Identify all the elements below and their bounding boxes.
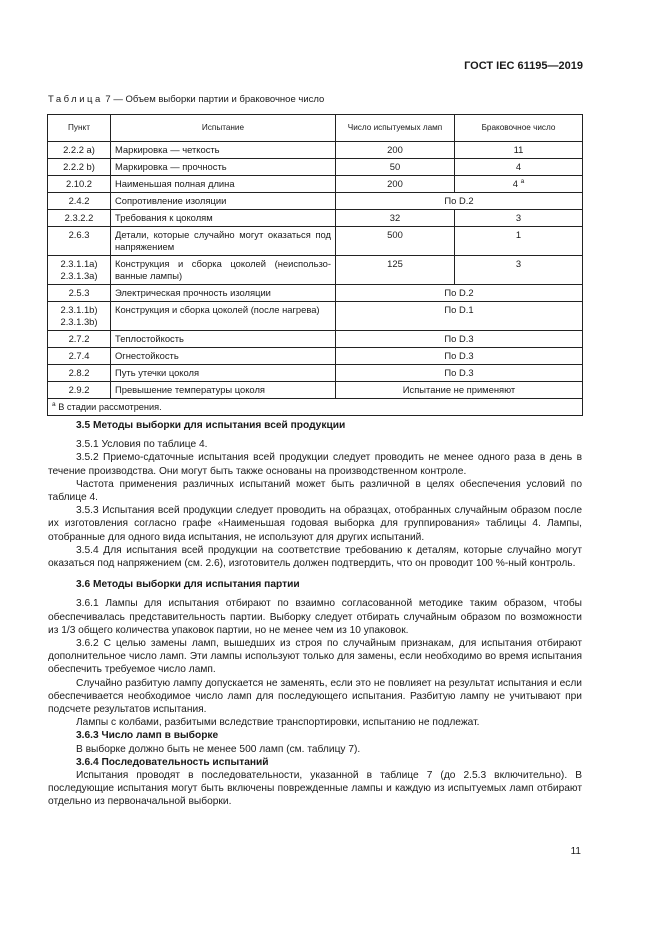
- cell-reject-number: 1: [455, 227, 583, 256]
- reject-value: 4: [512, 178, 518, 189]
- table-row: [48, 382, 583, 399]
- cell-test: Огнестойкость: [111, 348, 336, 365]
- cell-merged-reference: По D.2: [336, 193, 583, 210]
- document-standard-header: ГОСТ IEC 61195—2019: [464, 60, 583, 72]
- cell-test: Маркировка — прочность: [111, 159, 336, 176]
- cell-reject-number: 3: [455, 256, 583, 285]
- table-row: [48, 331, 583, 348]
- item-line: 2.3.1.1b): [60, 304, 98, 315]
- table-caption-label: Таблица: [48, 94, 103, 105]
- cell-test: Конструкция и сборка цоколей (неиспользо-ванные лампы): [111, 256, 336, 285]
- paragraph-3-6-2-b: Случайно разбитую лампу допускается не заменять, если это не повлияет на результат испытания и если обеспечивается необходимое число ламп для последующего испытания. Разбитую лампу не учитывают при подсчете результатов испытания.: [48, 677, 582, 716]
- section-heading-3-5: 3.5 Методы выборки для испытания всей продукции: [76, 420, 346, 431]
- paragraph-3-5-1: 3.5.1 Условия по таблице 4.: [76, 439, 208, 451]
- paragraph-3-5-4: 3.5.4 Для испытания всей продукции на соответствие требованию к деталям, которые случайно могут оказаться под напряжением (см. 2.6), изготовитель должен подтвердить, что он проводит 100 %-ный контроль.: [48, 544, 582, 570]
- cell-test: Требования к цоколям: [111, 210, 336, 227]
- cell-test: Конструкция и сборка цоколей (после нагрева): [111, 302, 336, 331]
- paragraph-3-5-2: 3.5.2 Приемо-сдаточные испытания всей продукции следует проводить не менее одного раза в день в течение производства. Они могут быть также основаны на производственном контроле.: [48, 452, 582, 477]
- table-row: [48, 348, 583, 365]
- table-row: [48, 176, 583, 193]
- cell-lamp-count: 200: [336, 142, 455, 159]
- cell-test: Электрическая прочность изоляции: [111, 285, 336, 302]
- section-heading-3-6-4: 3.6.4 Последовательность испытаний: [76, 756, 269, 768]
- cell-item: 2.2.2 а): [48, 142, 111, 159]
- paragraph-3-6-3: В выборке должно быть не менее 500 ламп (см. таблицу 7).: [76, 743, 361, 755]
- sampling-table: [47, 114, 583, 416]
- column-header-lamp-count: Число испытуемых ламп: [336, 115, 455, 142]
- cell-item: [48, 302, 111, 331]
- table-row: [48, 285, 583, 302]
- table-caption-text: 7 — Объем выборки партии и браковочное число: [105, 94, 325, 105]
- item-line: 2.3.1.3b): [60, 316, 98, 327]
- column-header-item: Пункт: [48, 115, 111, 142]
- table-row: [48, 210, 583, 227]
- cell-test: Наименьшая полная длина: [111, 176, 336, 193]
- table-row: [48, 227, 583, 256]
- cell-lamp-count: 32: [336, 210, 455, 227]
- cell-reject-number: 4: [455, 159, 583, 176]
- cell-reject-number: 3: [455, 210, 583, 227]
- table-row: [48, 365, 583, 382]
- cell-test: Путь утечки цоколя: [111, 365, 336, 382]
- cell-item: 2.5.3: [48, 285, 111, 302]
- cell-lamp-count: 50: [336, 159, 455, 176]
- footnote-text: В стадии рассмотрения.: [58, 402, 162, 412]
- cell-reject-number: 11: [455, 142, 583, 159]
- cell-item: 2.7.2: [48, 331, 111, 348]
- cell-merged-reference: Испытание не применяют: [336, 382, 583, 399]
- paragraph-3-6-1: 3.6.1 Лампы для испытания отбирают по взаимно согласованной методике таким образом, чтобы обеспечивалась представительность партии. Выборку следует отбирать случайным образом по возможности из 1/3 общего количества упаковок партии, но не менее чем из 10 упаковок.: [48, 598, 582, 636]
- cell-item: 2.3.2.2: [48, 210, 111, 227]
- cell-item: 2.8.2: [48, 365, 111, 382]
- table-row: [48, 193, 583, 210]
- item-line: 2.3.1.3а): [60, 270, 98, 281]
- page-number: 11: [570, 846, 581, 857]
- cell-lamp-count: 125: [336, 256, 455, 285]
- cell-merged-reference: По D.3: [336, 365, 583, 382]
- cell-item: 2.6.3: [48, 227, 111, 256]
- table-footnote: [48, 399, 583, 416]
- section-heading-3-6-3: 3.6.3 Число ламп в выборке: [76, 730, 219, 742]
- table-row: [48, 256, 583, 285]
- column-header-test: Испытание: [111, 115, 336, 142]
- cell-lamp-count: 500: [336, 227, 455, 256]
- cell-item: 2.4.2: [48, 193, 111, 210]
- footnote-mark: а: [52, 400, 56, 408]
- table-row: [48, 159, 583, 176]
- cell-test: Теплостойкость: [111, 331, 336, 348]
- table-row: [48, 142, 583, 159]
- table-caption: [48, 94, 324, 105]
- table-row: [48, 302, 583, 331]
- cell-merged-reference: По D.3: [336, 331, 583, 348]
- cell-item: [48, 256, 111, 285]
- cell-item: 2.10.2: [48, 176, 111, 193]
- cell-merged-reference: По D.2: [336, 285, 583, 302]
- cell-test: Сопротивление изоляции: [111, 193, 336, 210]
- paragraph-3-5-3: 3.5.3 Испытания всей продукции следует проводить на образцах, отобранных случайным образом после их изготовления согласно графе «Наименьшая годовая выборка для группирования» таблицы 4. Лампы, отобранные для одного вида испытания, не используют для других испытаний.: [48, 505, 582, 543]
- document-body: [48, 419, 582, 809]
- cell-item: 2.7.4: [48, 348, 111, 365]
- footnote-ref: а: [520, 177, 525, 185]
- paragraph-3-6-2-c: Лампы с колбами, разбитыми вследствие транспортировки, испытанию не подлежат.: [76, 717, 480, 729]
- paragraph-3-5-2-b: Частота применения различных испытаний может быть различной в целях обеспечения условий по таблице 4.: [48, 478, 582, 504]
- paragraph-3-6-4: Испытания проводят в последовательности, указанной в таблице 7 (до 2.5.3 включительно). В последующие испытания могут быть включены поврежденные лампы и каждую из испытуемых ламп отбирают отдельно из первоначальной выборки.: [48, 770, 582, 808]
- cell-reject-number: [455, 176, 583, 193]
- table-header-row: [48, 115, 583, 142]
- cell-lamp-count: 200: [336, 176, 455, 193]
- section-heading-3-6: 3.6 Методы выборки для испытания партии: [76, 579, 300, 591]
- item-line: 2.3.1.1а): [60, 258, 98, 269]
- table-footnote-row: [48, 399, 583, 416]
- cell-test: Детали, которые случайно могут оказаться под напряжением: [111, 227, 336, 256]
- paragraph-3-6-2: 3.6.2 С целью замены ламп, вышедших из строя по случайным признакам, для испытания отбирают дополнительное число ламп. Эти лампы используют только для замены, если необходимо во время испытания обеспечить требуемое число ламп.: [48, 638, 582, 676]
- cell-item: 2.2.2 b): [48, 159, 111, 176]
- column-header-reject-number: Браковочное число: [455, 115, 583, 142]
- cell-merged-reference: По D.3: [336, 348, 583, 365]
- cell-merged-reference: По D.1: [336, 302, 583, 331]
- cell-test: Превышение температуры цоколя: [111, 382, 336, 399]
- cell-test: Маркировка — четкость: [111, 142, 336, 159]
- cell-item: 2.9.2: [48, 382, 111, 399]
